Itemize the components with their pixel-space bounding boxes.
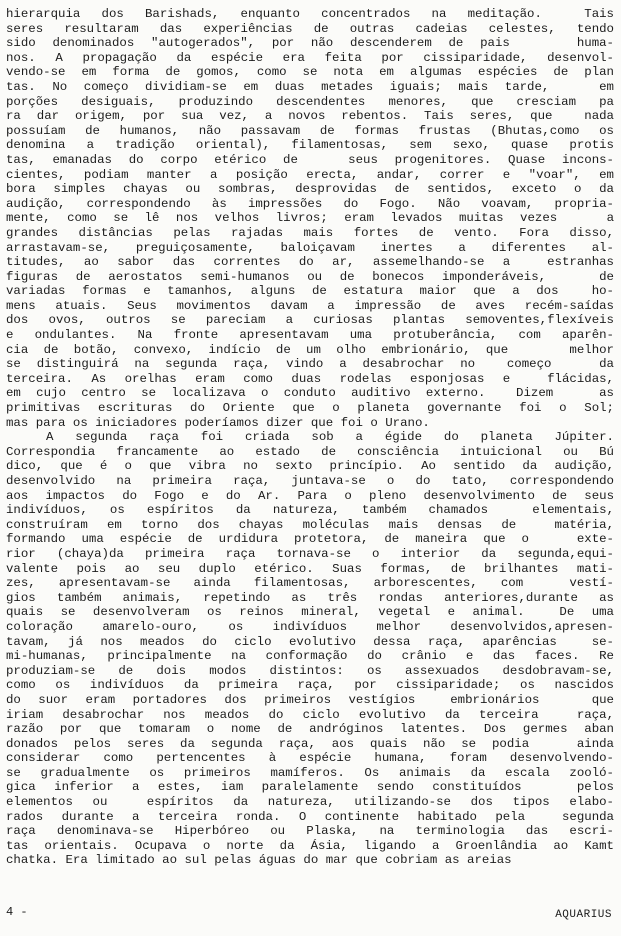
text-line: formando uma espécie de urdidura protetora, de maneira que o exte- (6, 532, 614, 547)
text-line: Correspondia francamente ao estado de consciência intuicional ou Bú (6, 444, 614, 459)
text-line: valente pois ao seu duplo etérico. Suas formas, de brilhantes mati- (6, 561, 614, 576)
text-line: donados pelos seres da segunda raça, aos quais não se podia ainda (6, 736, 614, 751)
text-line: porções desiguais, produzindo descendentes menores, que cresciam pa (6, 94, 614, 109)
text-line: e ondulantes. Na fronte apresentavam uma protuberância, com aparên- (6, 328, 614, 343)
text-line: mens atuais. Seus movimentos davam a impressão de aves recém-saídas (6, 298, 614, 313)
page-footer (6, 905, 614, 921)
text-line: raça denominava-se Hiperbóreo ou Plaska, na terminologia das escri- (6, 824, 614, 839)
text-line: quais se desenvolveram os reinos mineral, vegetal e animal. De uma (6, 605, 614, 620)
page-number: 4 - (6, 905, 28, 919)
text-line: audição, correspondendo às impressões do Fogo. Não voavam, propria- (6, 196, 614, 211)
text-line: rados durante a terceira ronda. O continente habitado pela segunda (6, 809, 614, 824)
text-line: dico, que é o que vibra no sexto princípio. Ao sentido da audição, (6, 459, 614, 474)
text-line: considerar como pertencentes à espécie humana, foram desenvolvendo- (6, 751, 614, 766)
text-line: seres resultaram das experiências de outras cadeias celestes, tendo (6, 21, 614, 36)
text-line: razão por que tomaram o nome de andróginos latentes. Dos germes aban (6, 722, 614, 737)
text-line: sido denominados "autogerados", por não descenderem de pais huma- (6, 36, 614, 51)
text-line: indivíduos, os espíritos da natureza, também chamados elementais, (6, 503, 614, 518)
text-line: aos impactos do Fogo e do Ar. Para o pleno desenvolvimento de seus (6, 488, 614, 503)
text-line: elementos ou espíritos da natureza, utilizando-se dos tipos elabo- (6, 795, 614, 810)
text-line: rior (chaya)da primeira raça tornava-se o interior da segunda,equi- (6, 546, 614, 561)
text-line: gios também animais, repetindo as três rondas anteriores,durante as (6, 590, 614, 605)
text-line: grandes distâncias pelas rajadas mais fortes de vento. Fora disso, (6, 225, 614, 240)
text-line: primitivas escrituras do Oriente que o planeta governante foi o Sol; (6, 401, 614, 416)
text-line: titudes, ao sabor das correntes do ar, assemelhando-se a estranhas (6, 255, 614, 270)
text-line: tavam, já nos meados do ciclo evolutivo dessa raça, aparências se- (6, 634, 614, 649)
text-line: como os indivíduos da primeira raça, por cissiparidade; os nascidos (6, 678, 614, 693)
text-line: arrastavam-se, preguiçosamente, baloiçavam inertes a diferentes al- (6, 240, 614, 255)
text-line: figuras de aerostatos semi-humanos ou de bonecos imponderáveis, de (6, 269, 614, 284)
text-line: vendo-se em forma de gomos, como se nota em algumas espécies de plan (6, 65, 614, 80)
text-line: nos. A propagação da espécie era feita por cissiparidade, desenvol- (6, 50, 614, 65)
text-line: cia de botão, convexo, indício de um olho embrionário, que melhor (6, 342, 614, 357)
text-line: zes, apresentavam-se ainda filamentosas, arborescentes, com vestí- (6, 576, 614, 591)
text-line: do suor eram portadores dos primeiros vestígios embrionários que (6, 692, 614, 707)
text-line: chatka. Era limitado ao sul pelas águas do mar que cobriam as areias (6, 853, 512, 868)
text-line: iriam desabrochar nos meados do ciclo evolutivo da terceira raça, (6, 707, 614, 722)
text-line: variadas formas e tamanhos, alguns de estatura maior que a dos ho- (6, 284, 614, 299)
text-line: tas. No começo dividiam-se em duas metades iguais; mais tarde, em (6, 79, 614, 94)
text-line: mi-humanas, principalmente na conformação do crânio e das faces. Re (6, 649, 614, 664)
text-line: A segunda raça foi criada sob a égide do planeta Júpiter. (46, 430, 614, 445)
text-line: se gradualmente os primeiros mamíferos. Os animais da escala zooló- (6, 765, 614, 780)
text-line: terceira. As orelhas eram como duas rodelas esponjosas e flácidas, (6, 371, 614, 386)
text-line: possuíam de humanos, não passavam de formas frustas (Bhutas,como os (6, 123, 614, 138)
text-line: denomina a tradição oriental), filamentosas, sem sexo, quase protis (6, 138, 614, 153)
text-line: dos ovos, outros se pareciam a curiosas plantas semoventes,flexíveis (6, 313, 614, 328)
text-line: coloração amarelo-ouro, os indivíduos melhor desenvolvidos,apresen- (6, 619, 614, 634)
text-line: gica inferior a estes, iam paralelamente sendo constituídos pelos (6, 780, 614, 795)
text-line: tas, emanadas do corpo etérico de seus progenitores. Quase incons- (6, 152, 614, 167)
text-line: tas orientais. Ocupava o norte da Ásia, ligando a Groenlândia ao Kamt (6, 838, 614, 853)
text-line: em cujo centro se localizava o conduto auditivo externo. Dizem as (6, 386, 614, 401)
text-line: bora simples chayas ou sombras, desprovidas de sentidos, exceto o da (6, 182, 614, 197)
text-line: hierarquia dos Barishads, enquanto concentrados na meditação. Tais (6, 7, 614, 21)
text-line: mas para os iniciadores poderíamos dizer que foi o Urano. (6, 415, 430, 430)
magazine-name: AQUARIUS (555, 909, 612, 921)
text-line: construíram em torno dos chayas moléculas mais densas de matéria, (6, 517, 614, 532)
text-line: se distinguirá na segunda raça, vindo a desabrochar no começo da (6, 357, 614, 372)
text-line: mente, como se lê nos velhos livros; eram levados muitas vezes a (6, 211, 614, 226)
text-line: desenvolvido na primeira raça, juntava-se o do tato, correspondendo (6, 474, 614, 488)
body-text (6, 7, 614, 868)
text-line: cientes, podiam manter a posição erecta, andar, correr e "voar", em (6, 167, 614, 182)
text-line: ra dar origem, por sua vez, a novos rebentos. Tais seres, que nada (6, 109, 614, 124)
text-line: produziam-se de dois modos distintos: os assexuados desdobravam-se, (6, 663, 614, 678)
